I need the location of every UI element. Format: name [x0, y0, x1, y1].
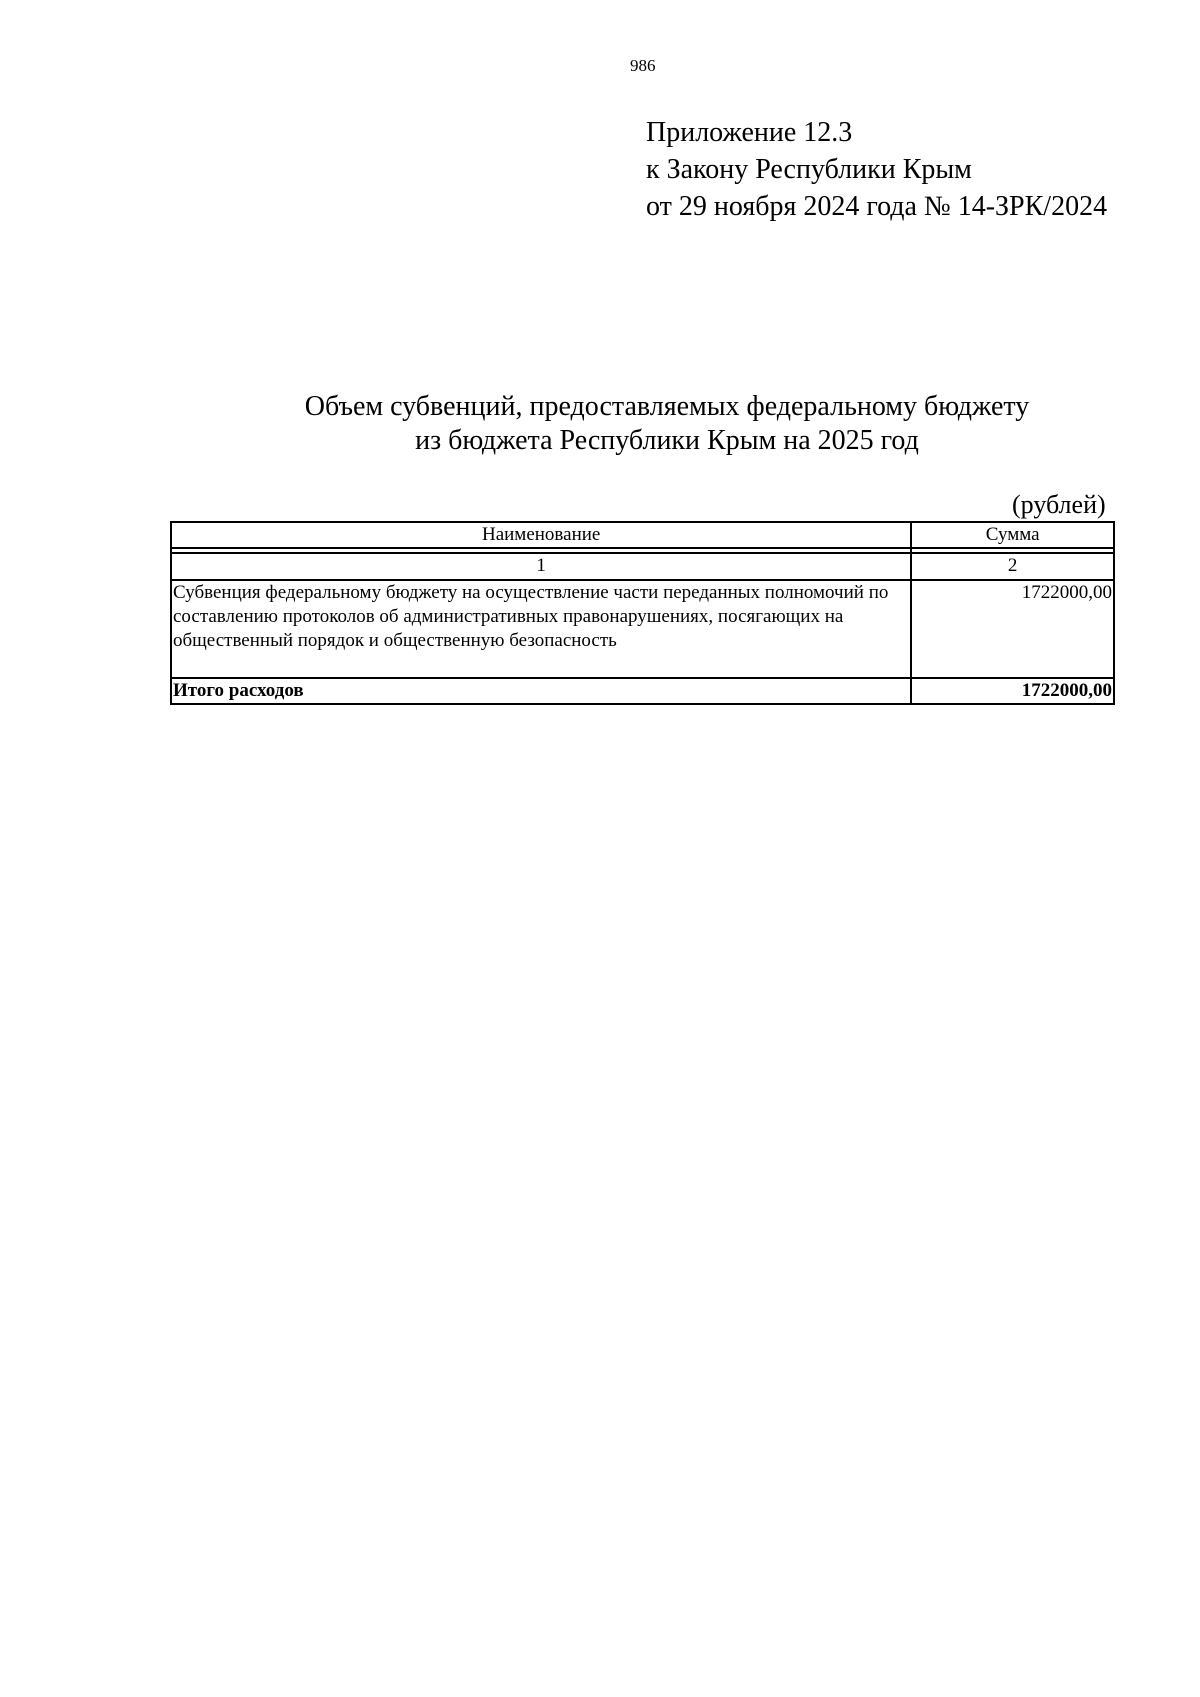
- column-number-row: [171, 553, 1114, 580]
- column-number-1: 1: [171, 553, 911, 580]
- subventions-table: [170, 521, 1115, 705]
- appendix-line-2: к Закону Республики Крым: [646, 154, 972, 185]
- total-row: [171, 678, 1114, 704]
- title-line-1: Объем субвенций, предоставляемых федеральному бюджету: [304, 391, 1030, 422]
- header-amount: Сумма: [911, 522, 1114, 548]
- title-line-2: из бюджета Республики Крым на 2025 год: [415, 425, 919, 456]
- appendix-block: [646, 114, 1107, 225]
- row-name: Субвенция федеральному бюджету на осуществление части переданных полномочий по составлению протоколов об административных правонарушениях, посягающих на общественный порядок и общественную безопасность: [171, 580, 911, 678]
- total-label: Итого расходов: [171, 678, 911, 704]
- appendix-line-3: от 29 ноября 2024 года № 14-ЗРК/2024: [646, 191, 1108, 222]
- total-amount: 1722000,00: [911, 678, 1114, 704]
- table-row: [171, 580, 1114, 678]
- unit-label: (рублей): [1012, 490, 1106, 519]
- column-number-2: 2: [911, 553, 1114, 580]
- page-number: 986: [630, 56, 656, 75]
- row-amount: 1722000,00: [911, 580, 1114, 678]
- table-header-row: [171, 522, 1114, 548]
- document-title: [170, 390, 1164, 458]
- appendix-line-1: Приложение 12.3: [646, 117, 853, 148]
- header-name: Наименование: [171, 522, 911, 548]
